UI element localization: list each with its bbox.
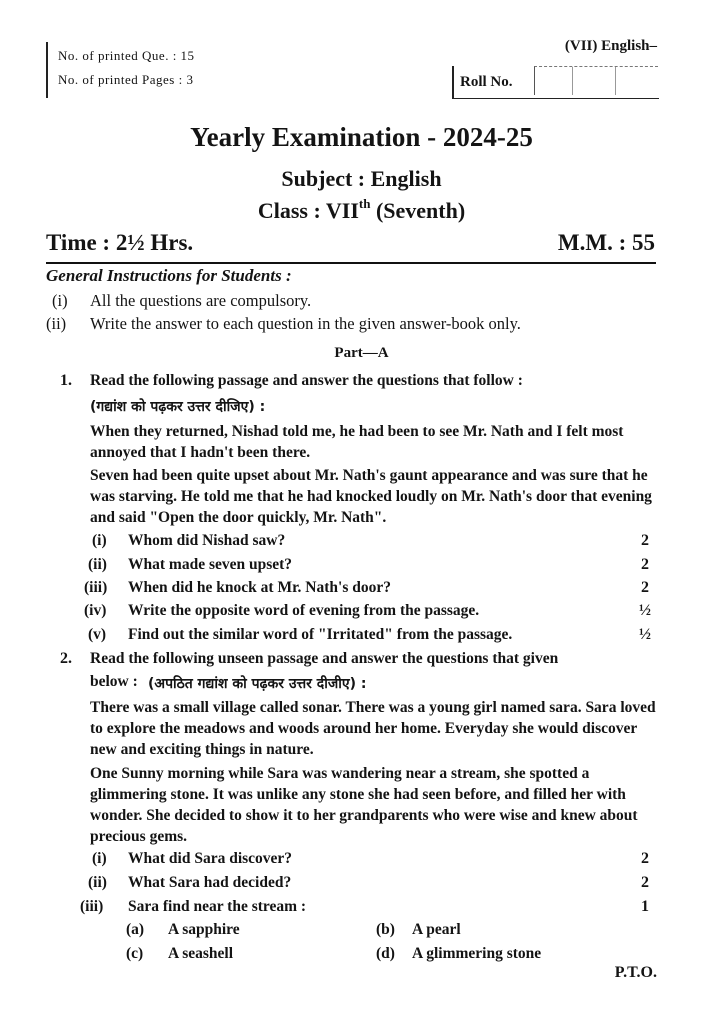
question-number: 1. — [60, 372, 72, 389]
sub-question-text: Sara find near the stream : — [128, 898, 307, 915]
instruction-num: (ii) — [46, 314, 67, 333]
printed-info-box — [46, 42, 260, 98]
sub-question-marks: ½ — [639, 626, 651, 643]
instructions-heading: General Instructions for Students : — [46, 266, 292, 285]
exam-title: Yearly Examination - 2024-25 — [190, 122, 533, 152]
passage-paragraph: Seven had been quite upset about Mr. Nath's gaunt appearance and was sure that he was starving. He told me that he had knocked loudly on Mr. Nath's door that evening and said "Open the door quickly, Mr. Nath". — [90, 467, 652, 526]
sub-question-num: (ii) — [88, 556, 107, 573]
sub-question-text: What Sara had decided? — [128, 874, 292, 891]
sub-question-marks: ½ — [639, 602, 651, 619]
exam-time: Time : 2½ Hrs. — [46, 230, 194, 255]
question-number: 2. — [60, 650, 72, 667]
roll-number-box — [452, 66, 659, 99]
passage-paragraph: There was a small village called sonar. There was a young girl named sara. Sara loved to explore the meadows and woods around her home. Everyday she would discover new and exciting things in nature. — [90, 699, 656, 758]
sub-question-marks: 2 — [641, 874, 649, 891]
roll-label: Roll No. — [460, 74, 513, 90]
option-label: (c) — [126, 945, 144, 962]
sub-question-marks: 2 — [641, 532, 649, 549]
header-divider — [46, 262, 656, 264]
max-marks: M.M. : 55 — [557, 230, 655, 255]
sub-question-marks: 2 — [641, 579, 649, 596]
sub-question-text: What made seven upset? — [128, 556, 293, 573]
option-text: A glimmering stone — [412, 945, 542, 962]
instruction-text: All the questions are compulsory. — [90, 291, 312, 310]
sub-question-num: (iii) — [80, 898, 104, 915]
sub-question-num: (i) — [92, 532, 107, 549]
instruction-num: (i) — [52, 291, 68, 310]
option-text: A sapphire — [168, 921, 240, 938]
sub-question-marks: 1 — [641, 898, 649, 915]
instruction-text: Write the answer to each question in the given answer-book only. — [90, 314, 521, 333]
question-prompt: Read the following unseen passage and answer the questions that given — [90, 650, 559, 667]
sub-question-text: Write the opposite word of evening from the passage. — [128, 602, 480, 619]
option-label: (b) — [376, 921, 395, 938]
sub-question-marks: 2 — [641, 850, 649, 867]
sub-question-num: (v) — [88, 626, 107, 643]
option-label: (a) — [126, 921, 145, 938]
option-text: A seashell — [168, 945, 234, 962]
question-prompt-hindi: (अपठित गद्यांश को पढ़कर उत्तर दीजीए) : — [148, 676, 367, 692]
question-prompt-hindi: (गद्यांश को पढ़कर उत्तर दीजिए) : — [90, 399, 266, 415]
please-turn-over: P.T.O. — [614, 964, 657, 981]
question-prompt: below : — [90, 673, 138, 690]
option-label: (d) — [376, 945, 395, 962]
printed-pages-count: No. of printed Pages : 3 — [58, 72, 194, 87]
sub-question-text: When did he knock at Mr. Nath's door? — [128, 579, 391, 596]
paper-code: (VII) English– — [564, 38, 657, 54]
sub-question-num: (ii) — [88, 874, 107, 891]
sub-question-text: What did Sara discover? — [128, 850, 293, 867]
sub-question-num: (iii) — [84, 579, 108, 596]
printed-questions-count: No. of printed Que. : 15 — [58, 48, 195, 63]
sub-question-text: Find out the similar word of "Irritated" from the passage. — [128, 626, 513, 643]
option-text: A pearl — [412, 921, 461, 938]
part-heading: Part—A — [334, 345, 389, 361]
sub-question-num: (i) — [92, 850, 107, 867]
roll-number-field[interactable] — [534, 66, 658, 95]
subject-title: Subject : English — [281, 166, 442, 191]
passage-paragraph: One Sunny morning while Sara was wandering near a stream, she spotted a glimmering stone. It was unlike any stone she had seen before, and filled her with wonder. She decided to show it to her grandparents who were wise and knew about precious gems. — [90, 765, 638, 845]
class-title: Class : VIIth (Seventh) — [257, 196, 466, 223]
question-prompt: Read the following passage and answer the questions that follow : — [90, 372, 523, 389]
sub-question-num: (iv) — [84, 602, 107, 619]
passage-paragraph: When they returned, Nishad told me, he had been to see Mr. Nath and I felt most annoyed that I hadn't been there. — [90, 423, 624, 461]
sub-question-marks: 2 — [641, 556, 649, 573]
sub-question-text: Whom did Nishad saw? — [128, 532, 286, 549]
